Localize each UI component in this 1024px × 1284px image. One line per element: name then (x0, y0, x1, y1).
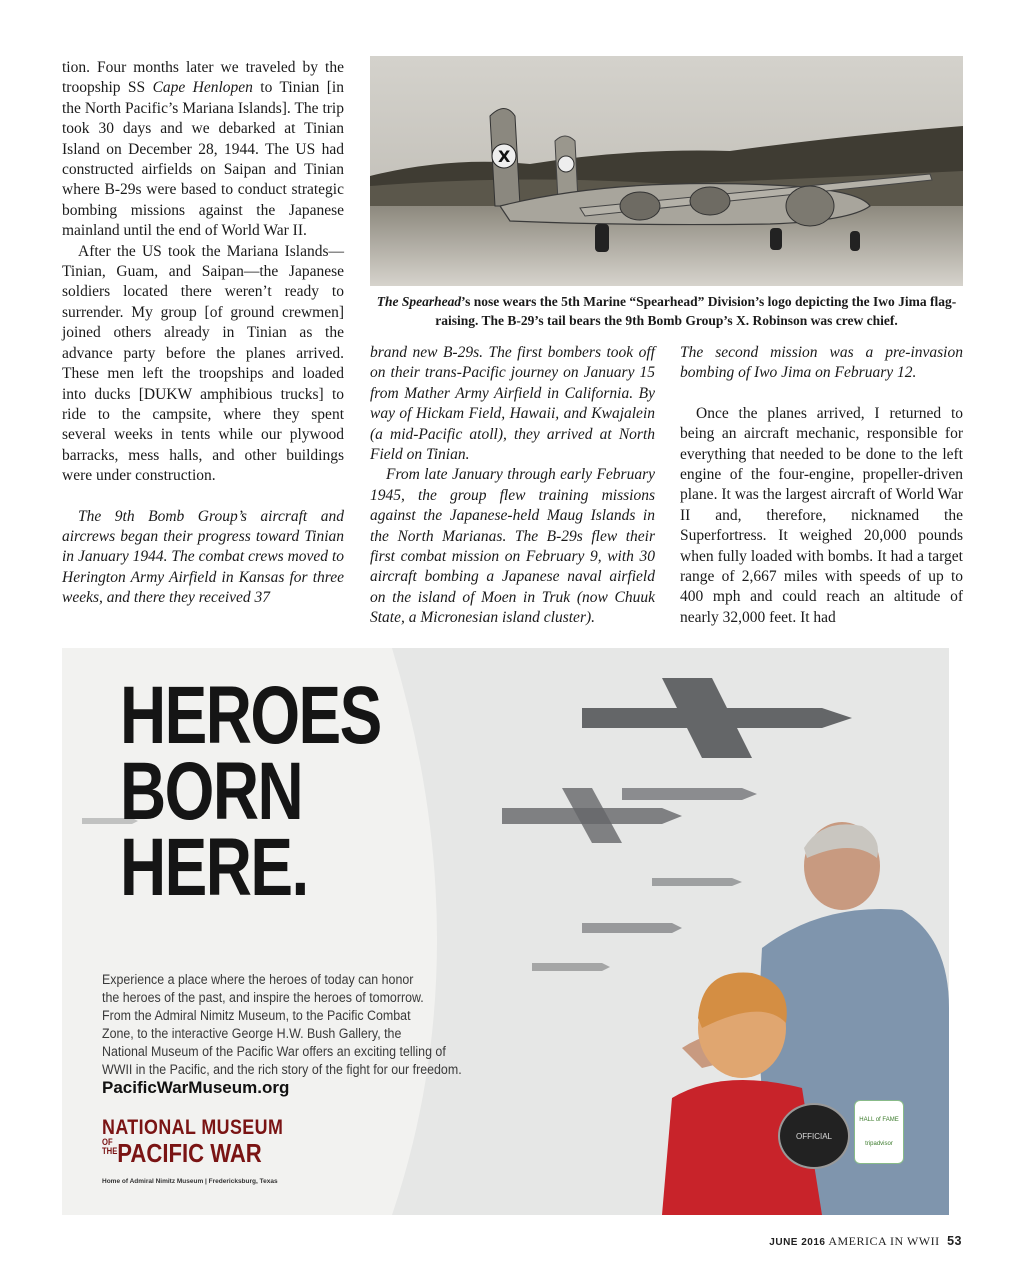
page-number: 53 (947, 1234, 962, 1248)
logo-line-1: NATIONAL MUSEUM (102, 1116, 284, 1139)
museum-logo (102, 1116, 315, 1169)
article-paragraph: brand new B-29s. The first bombers took off on their trans-Pacific journey on January 15 from Mather Army Airfield in California. By way of Hickam Field, Hawaii, and Kwajalein (a mid-Pacific atoll), they arrived at North Field on Tinian. (370, 344, 655, 464)
caption-text: ’s nose wears the 5th Marine “Spearhead” Division’s logo depicting the Iwo Jima flag-raising. The B-29’s tail bears the 9th Bomb Group’s X. Robinson was crew chief. (435, 294, 957, 328)
headline-line: BORN (120, 746, 303, 837)
tripadvisor-badge: HALL of FAME tripadvisor (854, 1100, 904, 1164)
article-paragraph: From late January through early February 1945, the group flew training missions against the Japanese-held Maug Islands in the North Marianas. The B-29s flew their first combat mission on February 9, with 30 aircraft bombing a Japanese naval airfield on the island of Moen in Truk (now Chuuk State, a Micronesian island cluster). (370, 466, 655, 627)
museum-website-link[interactable]: PacificWarMuseum.org (102, 1078, 290, 1097)
article-paragraph: After the US took the Mariana Islands—Tinian, Guam, and Saipan—the Japanese soldiers located there weren’t ready to surrender. My group [of ground crewmen] joined others already in Tinian as the advance party before the planes arrived. These men left the troopships and loaded into ducks [DUKW amphibious trucks] to ride to the campsite, where they spent several weeks in tents while our plywood barracks, mess halls, and other buildings were under construction. (62, 242, 344, 485)
article-column-1 (62, 58, 344, 609)
museum-advertisement (62, 648, 949, 1215)
logo-line-2: OF THEPACIFIC WAR (102, 1137, 262, 1168)
issue-date: JUNE 2016 (769, 1237, 826, 1248)
ship-name: Cape Henlopen (152, 79, 253, 97)
museum-tagline: Home of Admiral Nimitz Museum | Fredericksburg, Texas (102, 1178, 278, 1185)
article-paragraph: The second mission was a pre-invasion bombing of Iwo Jima on February 12. (680, 344, 963, 382)
article-paragraph: Once the planes arrived, I returned to being an aircraft mechanic, responsible for everything that needed to be done to the left engine of the four-engine, propeller-driven plane. It was the largest aircraft of World War II and, therefore, nicknamed the Superfortress. It weighed 20,000 pounds when fully loaded with bombs. It had a target range of 2,667 miles with speeds of up to 400 mph and could reach an altitude of nearly 32,000 feet. It had (680, 404, 963, 626)
magazine-name: AMERICA IN WWII (828, 1234, 940, 1248)
photo-caption (370, 292, 963, 330)
svg-text:X: X (498, 147, 511, 166)
ad-body-text: Experience a place where the heroes of today can honor the heroes of the past, and inspire the heroes of tomorrow. From the Admiral Nimitz Museum, to the Pacific Combat Zone, to the interactive George H.W. Bush Gallery, the National Museum of the Pacific War offers an exciting telling of WWII in the Pacific, and the rich story of the fight for our freedom. (102, 972, 462, 1077)
ad-headline (120, 670, 381, 913)
headline-line: HEROES (120, 670, 381, 761)
headline-line: HERE. (120, 822, 308, 913)
b29-aircraft-illustration (370, 56, 963, 286)
b29-photo (370, 56, 963, 286)
article-paragraph: tion. Four months later we traveled by the troopship SS Cape Henlopen to Tinian [in the North Pacific’s Mariana Islands]. The trip took 30 days and we debarked at Tinian Island on December 28, 1944. The US had constructed airfields on Saipan and Tinian where B-29s were based to conduct strategic bombing missions against the Japanese mainland until the end of World War II. (62, 59, 344, 240)
caption-title: The Spearhead (376, 294, 462, 309)
article-column-2 (370, 343, 655, 629)
official-badge: OFFICIAL (778, 1103, 850, 1169)
page-footer (769, 1234, 962, 1249)
article-column-3 (680, 343, 963, 628)
article-paragraph: The 9th Bomb Group’s aircraft and aircrews began their progress toward Tinian in January 1944. The combat crews moved to Herington Army Airfield in Kansas for three weeks, and there they received 37 (62, 507, 344, 607)
